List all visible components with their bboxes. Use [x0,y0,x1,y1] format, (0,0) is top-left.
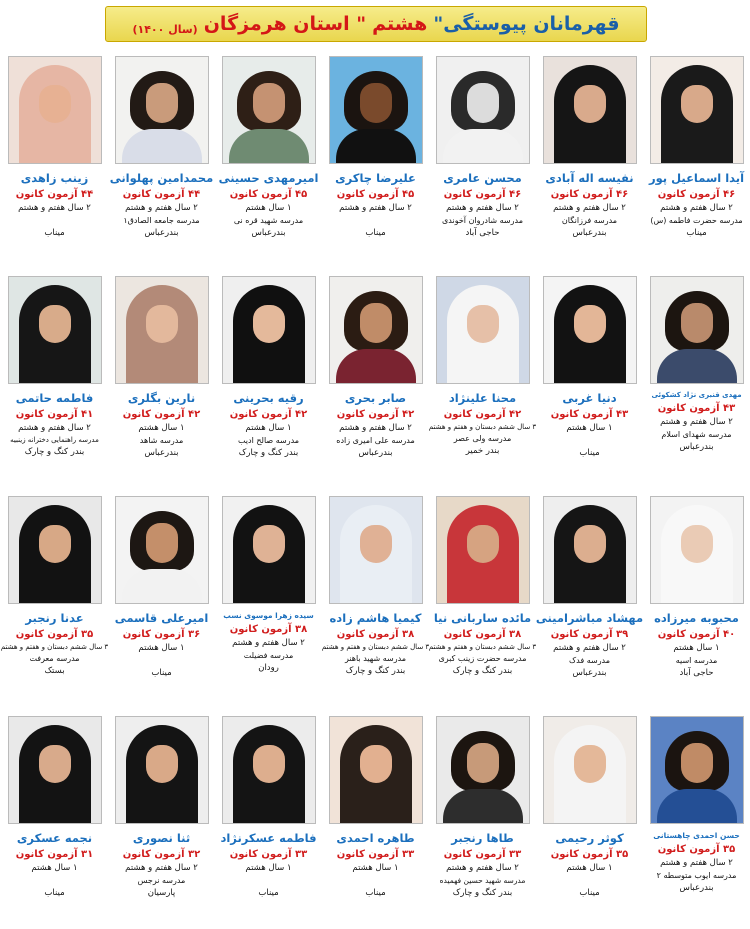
student-name: آیدا اسماعیل پور [648,171,745,185]
student-photo [115,496,209,604]
student-score: ۳۵ آزمون کانون [15,629,94,640]
student-grade: ۲ سال هفتم و هشتم [553,203,626,213]
student-photo [650,496,744,604]
student-photo [543,496,637,604]
student-city: میناب [44,888,65,898]
student-school: مدرسه شهید قره نی [233,216,304,225]
student-city: بندر کنگ و چارک [24,447,85,457]
student-photo [543,276,637,384]
student-name: نفیسه اله آبادی [545,171,634,185]
student-grade: ۱ سال هشتم [352,863,399,873]
student-score: ۴۶ آزمون کانون [550,189,629,200]
student-name: محبوبه میرزاده [654,611,739,625]
student-school: مدرسه نرجس [137,876,186,885]
student-name: مهدی قنبری نژاد کشکوئی [651,391,742,399]
student-school: مدرسه شهدای اسلام [661,430,732,439]
student-photo [115,716,209,824]
student-city: بندر خمیر [465,446,500,456]
student-score: ۴۲ آزمون کانون [122,409,201,420]
student-photo [115,276,209,384]
student-city: بندرعباس [572,668,607,678]
student-grade: ۲ سال هفتم و هشتم [18,423,91,433]
student-city: بندرعباس [144,448,179,458]
student-grade: ۳ سال ششم دبستان و هفتم و هشتم [428,423,537,431]
student-card [108,488,215,708]
student-card [429,48,536,268]
student-city: بندر کنگ و چارک [238,448,299,458]
student-card [108,708,215,928]
student-school: مدرسه راهنمایی دخترانه زینبیه [10,436,99,444]
student-school: مدرسه فدک [568,656,611,665]
student-card [536,48,643,268]
student-photo [115,56,209,164]
student-score: ۳۲ آزمون کانون [122,849,201,860]
student-card [643,268,750,488]
student-name: رقیه بحرینی [233,391,304,405]
student-score: ۴۳ آزمون کانون [550,409,629,420]
student-school: مدرسه صالح ادیب [237,436,300,445]
student-score: ۴۲ آزمون کانون [336,409,415,420]
student-school [374,876,377,885]
student-photo [222,716,316,824]
student-name: حسن احمدی چاهستانی [653,831,740,840]
student-photo [329,496,423,604]
student-photo [8,56,102,164]
header-title: قهرمانان پیوستگی" [433,13,620,35]
student-name: فاطمه عسکرنژاد [220,831,317,845]
student-grade: ۱ سال هشتم [566,423,613,433]
student-card [1,488,108,708]
student-grade: ۲ سال هفتم و هشتم [446,203,519,213]
student-grade: ۱ سال هشتم [245,863,292,873]
student-name: مهشاد مباشرامینی [535,611,644,625]
student-city: میناب [686,228,707,238]
student-name: طاهره احمدی [336,831,415,845]
student-score: ۴۴ آزمون کانون [15,189,94,200]
student-name: سیده زهرا موسوی نسب [223,611,314,620]
student-card [643,48,750,268]
student-school [588,436,591,445]
student-card [1,268,108,488]
student-grade: ۲ سال هفتم و هشتم [18,203,91,213]
student-card [108,48,215,268]
student-score: ۳۸ آزمون کانون [443,629,522,640]
student-school: مدرسه شادروان آخوندی [442,216,523,225]
header-grade: هشتم [372,13,428,35]
student-photo [329,276,423,384]
student-card [536,268,643,488]
student-school [588,876,591,885]
student-city: میناب [44,228,65,238]
student-photo [222,56,316,164]
student-score: ۳۵ آزمون کانون [550,849,629,860]
student-name: امیرعلی قاسمی [114,611,209,625]
student-school: مدرسه ولی عصر [453,434,512,443]
student-name: کیمیا هاشم زاده [329,611,422,625]
student-photo [8,276,102,384]
student-city: بندرعباس [679,883,714,893]
student-score: ۴۶ آزمون کانون [443,189,522,200]
student-score: ۳۳ آزمون کانون [443,849,522,860]
student-name: نجمه عسکری [16,831,93,845]
student-card [215,268,322,488]
student-grade: ۳ سال ششم دبستان و هفتم و هشتم [0,643,109,651]
student-name: امیرمهدی حسینی [218,171,319,185]
student-school [374,216,377,225]
student-grade: ۲ سال هفتم و هشتم [553,643,626,653]
student-score: ۴۴ آزمون کانون [122,189,201,200]
student-city: بندرعباس [358,448,393,458]
student-card [322,708,429,928]
student-score: ۳۸ آزمون کانون [229,624,308,635]
student-school [53,876,56,885]
student-card [322,48,429,268]
student-city: بندرعباس [251,228,286,238]
student-grade: ۲ سال هفتم و هشتم [339,203,412,213]
student-grade: ۳ سال ششم دبستان و هفتم و هشتم [321,643,430,651]
student-school [267,876,270,885]
student-card [1,708,108,928]
header-province: " استان هرمزگان [203,13,367,35]
student-grade: ۱ سال هشتم [138,423,185,433]
student-score: ۴۲ آزمون کانون [229,409,308,420]
student-city: بندر کنگ و چارک [452,888,513,898]
student-name: محمدامین پهلوانی [109,171,214,185]
student-city: بندر کنگ و چارک [345,666,406,676]
student-card [322,268,429,488]
student-school: مدرسه فضیلت [243,651,294,660]
student-score: ۳۳ آزمون کانون [336,849,415,860]
student-school: مدرسه اسیه [675,656,718,665]
student-photo [543,716,637,824]
student-grade: ۱ سال هشتم [566,863,613,873]
student-card [215,488,322,708]
page-header [105,6,647,42]
student-photo [329,716,423,824]
student-city: بندر کنگ و چارک [452,666,513,676]
student-score: ۴۲ آزمون کانون [443,409,522,420]
student-name: طاها رنجبر [451,831,514,845]
students-grid [0,48,750,928]
student-score: ۴۵ آزمون کانون [229,189,308,200]
student-photo [222,276,316,384]
student-score: ۳۵ آزمون کانون [657,844,736,855]
student-score: ۴۰ آزمون کانون [657,629,736,640]
student-photo [436,56,530,164]
student-score: ۴۵ آزمون کانون [336,189,415,200]
student-photo [650,716,744,824]
student-score: ۳۹ آزمون کانون [550,629,629,640]
student-photo [543,56,637,164]
student-photo [8,716,102,824]
student-card [643,708,750,928]
student-name: زینب زاهدی [20,171,89,185]
student-school: مدرسه شهید باهنر [344,654,407,663]
student-city: بستک [44,666,65,676]
student-card [215,48,322,268]
student-grade: ۲ سال هفتم و هشتم [125,863,198,873]
student-city: حاجی آباد [679,668,714,678]
student-school [53,216,56,225]
student-photo [436,496,530,604]
student-photo [436,716,530,824]
student-grade: ۲ سال هفتم و هشتم [232,638,305,648]
student-photo [8,496,102,604]
student-card [1,48,108,268]
student-name: محنا علینژاد [448,391,517,405]
header-year: (سال ۱۴۰۰) [132,23,198,36]
student-city: بندرعباس [572,228,607,238]
student-school [160,656,163,665]
student-card [429,488,536,708]
student-name: فاطمه حاتمی [15,391,94,405]
student-score: ۳۸ آزمون کانون [336,629,415,640]
student-grade: ۲ سال هفتم و هشتم [660,858,733,868]
student-city: حاجی آباد [465,228,500,238]
student-school: مدرسه شهید حسین فهمیده [439,876,526,885]
student-city: میناب [365,888,386,898]
student-city: رودان [258,663,279,673]
student-school: مدرسه حضرت زینب کبری [438,654,527,663]
student-name: دنیا غربی [562,391,617,405]
student-city: میناب [151,668,172,678]
student-grade: ۱ سال هشتم [138,643,185,653]
student-city: میناب [579,448,600,458]
student-school: مدرسه علی امیری زاده [336,436,415,445]
student-score: ۳۳ آزمون کانون [229,849,308,860]
student-name: عدنا رنجبر [25,611,84,625]
student-score: ۴۳ آزمون کانون [657,403,736,414]
student-card [429,268,536,488]
student-photo [436,276,530,384]
student-city: میناب [258,888,279,898]
student-score: ۳۱ آزمون کانون [15,849,94,860]
student-school: مدرسه جامعه الصادق۱ [123,216,200,225]
student-grade: ۲ سال هفتم و هشتم [660,417,733,427]
student-grade: ۲ سال هفتم و هشتم [339,423,412,433]
student-name: مائده ساربانی نیا [433,611,532,625]
student-card [108,268,215,488]
student-grade: ۲ سال هفتم و هشتم [446,863,519,873]
student-photo [650,276,744,384]
student-school: مدرسه فرزانگان [561,216,618,225]
student-card [215,708,322,928]
student-card [322,488,429,708]
student-score: ۳۶ آزمون کانون [122,629,201,640]
student-grade: ۱ سال هشتم [245,203,292,213]
student-name: کوثر رحیمی [555,831,624,845]
student-grade: ۱ سال هشتم [245,423,292,433]
student-name: صابر بحری [344,391,407,405]
student-grade: ۲ سال هفتم و هشتم [125,203,198,213]
student-card [536,488,643,708]
student-score: ۴۱ آزمون کانون [15,409,94,420]
student-grade: ۱ سال هشتم [673,643,720,653]
student-school: مدرسه ایوب متوسطه ۲ [656,871,737,880]
student-grade: ۲ سال هفتم و هشتم [660,203,733,213]
student-photo [650,56,744,164]
student-city: میناب [579,888,600,898]
student-name: ثنا نصوری [132,831,191,845]
student-grade: ۱ سال هشتم [31,863,78,873]
student-score: ۴۶ آزمون کانون [657,189,736,200]
student-school: مدرسه شاهد [139,436,184,445]
student-name: علیرضا چاکری [335,171,416,185]
student-school: مدرسه حضرت فاطمه (س) [650,216,743,225]
student-photo [222,496,316,604]
student-school: مدرسه معرفت [29,654,80,663]
student-card [429,708,536,928]
student-card [536,708,643,928]
student-city: بندرعباس [144,228,179,238]
student-city: میناب [365,228,386,238]
student-grade: ۳ سال ششم دبستان و هفتم و هشتم [428,643,537,651]
student-city: بندرعباس [679,442,714,452]
student-photo [329,56,423,164]
student-card [643,488,750,708]
student-city: پارسیان [147,888,176,898]
student-name: نارین بگلری [127,391,196,405]
student-name: محسن عامری [443,171,522,185]
